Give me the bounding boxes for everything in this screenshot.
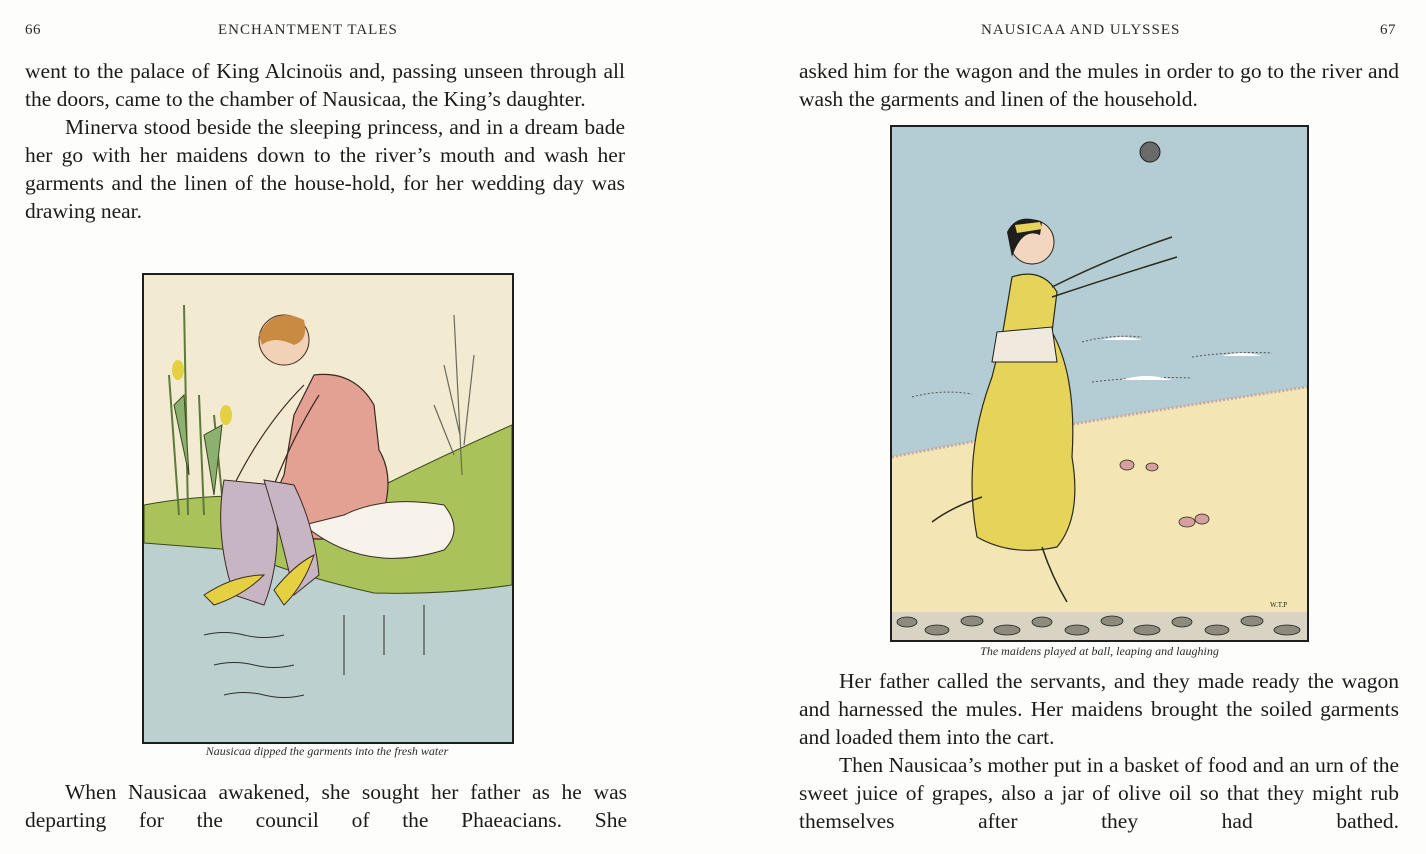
page-number: 67 bbox=[1380, 22, 1396, 38]
illustration-caption: Nausicaa dipped the garments into the fresh water bbox=[205, 744, 449, 758]
body-text-bottom bbox=[25, 778, 627, 834]
paragraph: Then Nausicaa’s mother put in a basket of food and an urn of the sweet juice of grapes, also a jar of olive oil so that they might rub themselves after they had bathed. bbox=[799, 753, 1399, 833]
right-page bbox=[713, 0, 1426, 854]
illustration-art bbox=[892, 127, 1307, 640]
illustration-nausicaa-washing bbox=[142, 273, 514, 744]
running-head: NAUSICAA AND ULYSSES bbox=[981, 22, 1181, 38]
paragraph: Minerva stood beside the sleeping princess, and in a dream bade her go with her maidens down to the river’s mouth and wash her garments and the linen of the house-hold, for her wedding day was drawing near. bbox=[25, 115, 625, 223]
running-head: ENCHANTMENT TALES bbox=[218, 22, 398, 38]
body-text-top bbox=[799, 57, 1399, 113]
illustration-maidens-ball bbox=[890, 125, 1309, 642]
paragraph: asked him for the wagon and the mules in order to go to the river and wash the garments and linen of the household. bbox=[799, 59, 1399, 111]
illustration-art bbox=[144, 275, 512, 742]
paragraph: Her father called the servants, and they made ready the wagon and harnessed the mules. Her maidens brought the soiled garments and loaded them into the cart. bbox=[799, 669, 1399, 749]
page-number: 66 bbox=[25, 22, 41, 38]
artist-signature: W.T.P bbox=[1270, 601, 1288, 609]
illustration-caption: The maidens played at ball, leaping and laughing bbox=[980, 644, 1219, 658]
paragraph: went to the palace of King Alcinoüs and, passing unseen through all the doors, came to the chamber of Nausicaa, the King’s daughter. bbox=[25, 59, 625, 111]
body-text-top bbox=[25, 57, 625, 225]
body-text-bottom bbox=[799, 667, 1399, 835]
paragraph: When Nausicaa awakened, she sought her father as he was departing for the council of the Phaeacians. She bbox=[25, 780, 627, 832]
